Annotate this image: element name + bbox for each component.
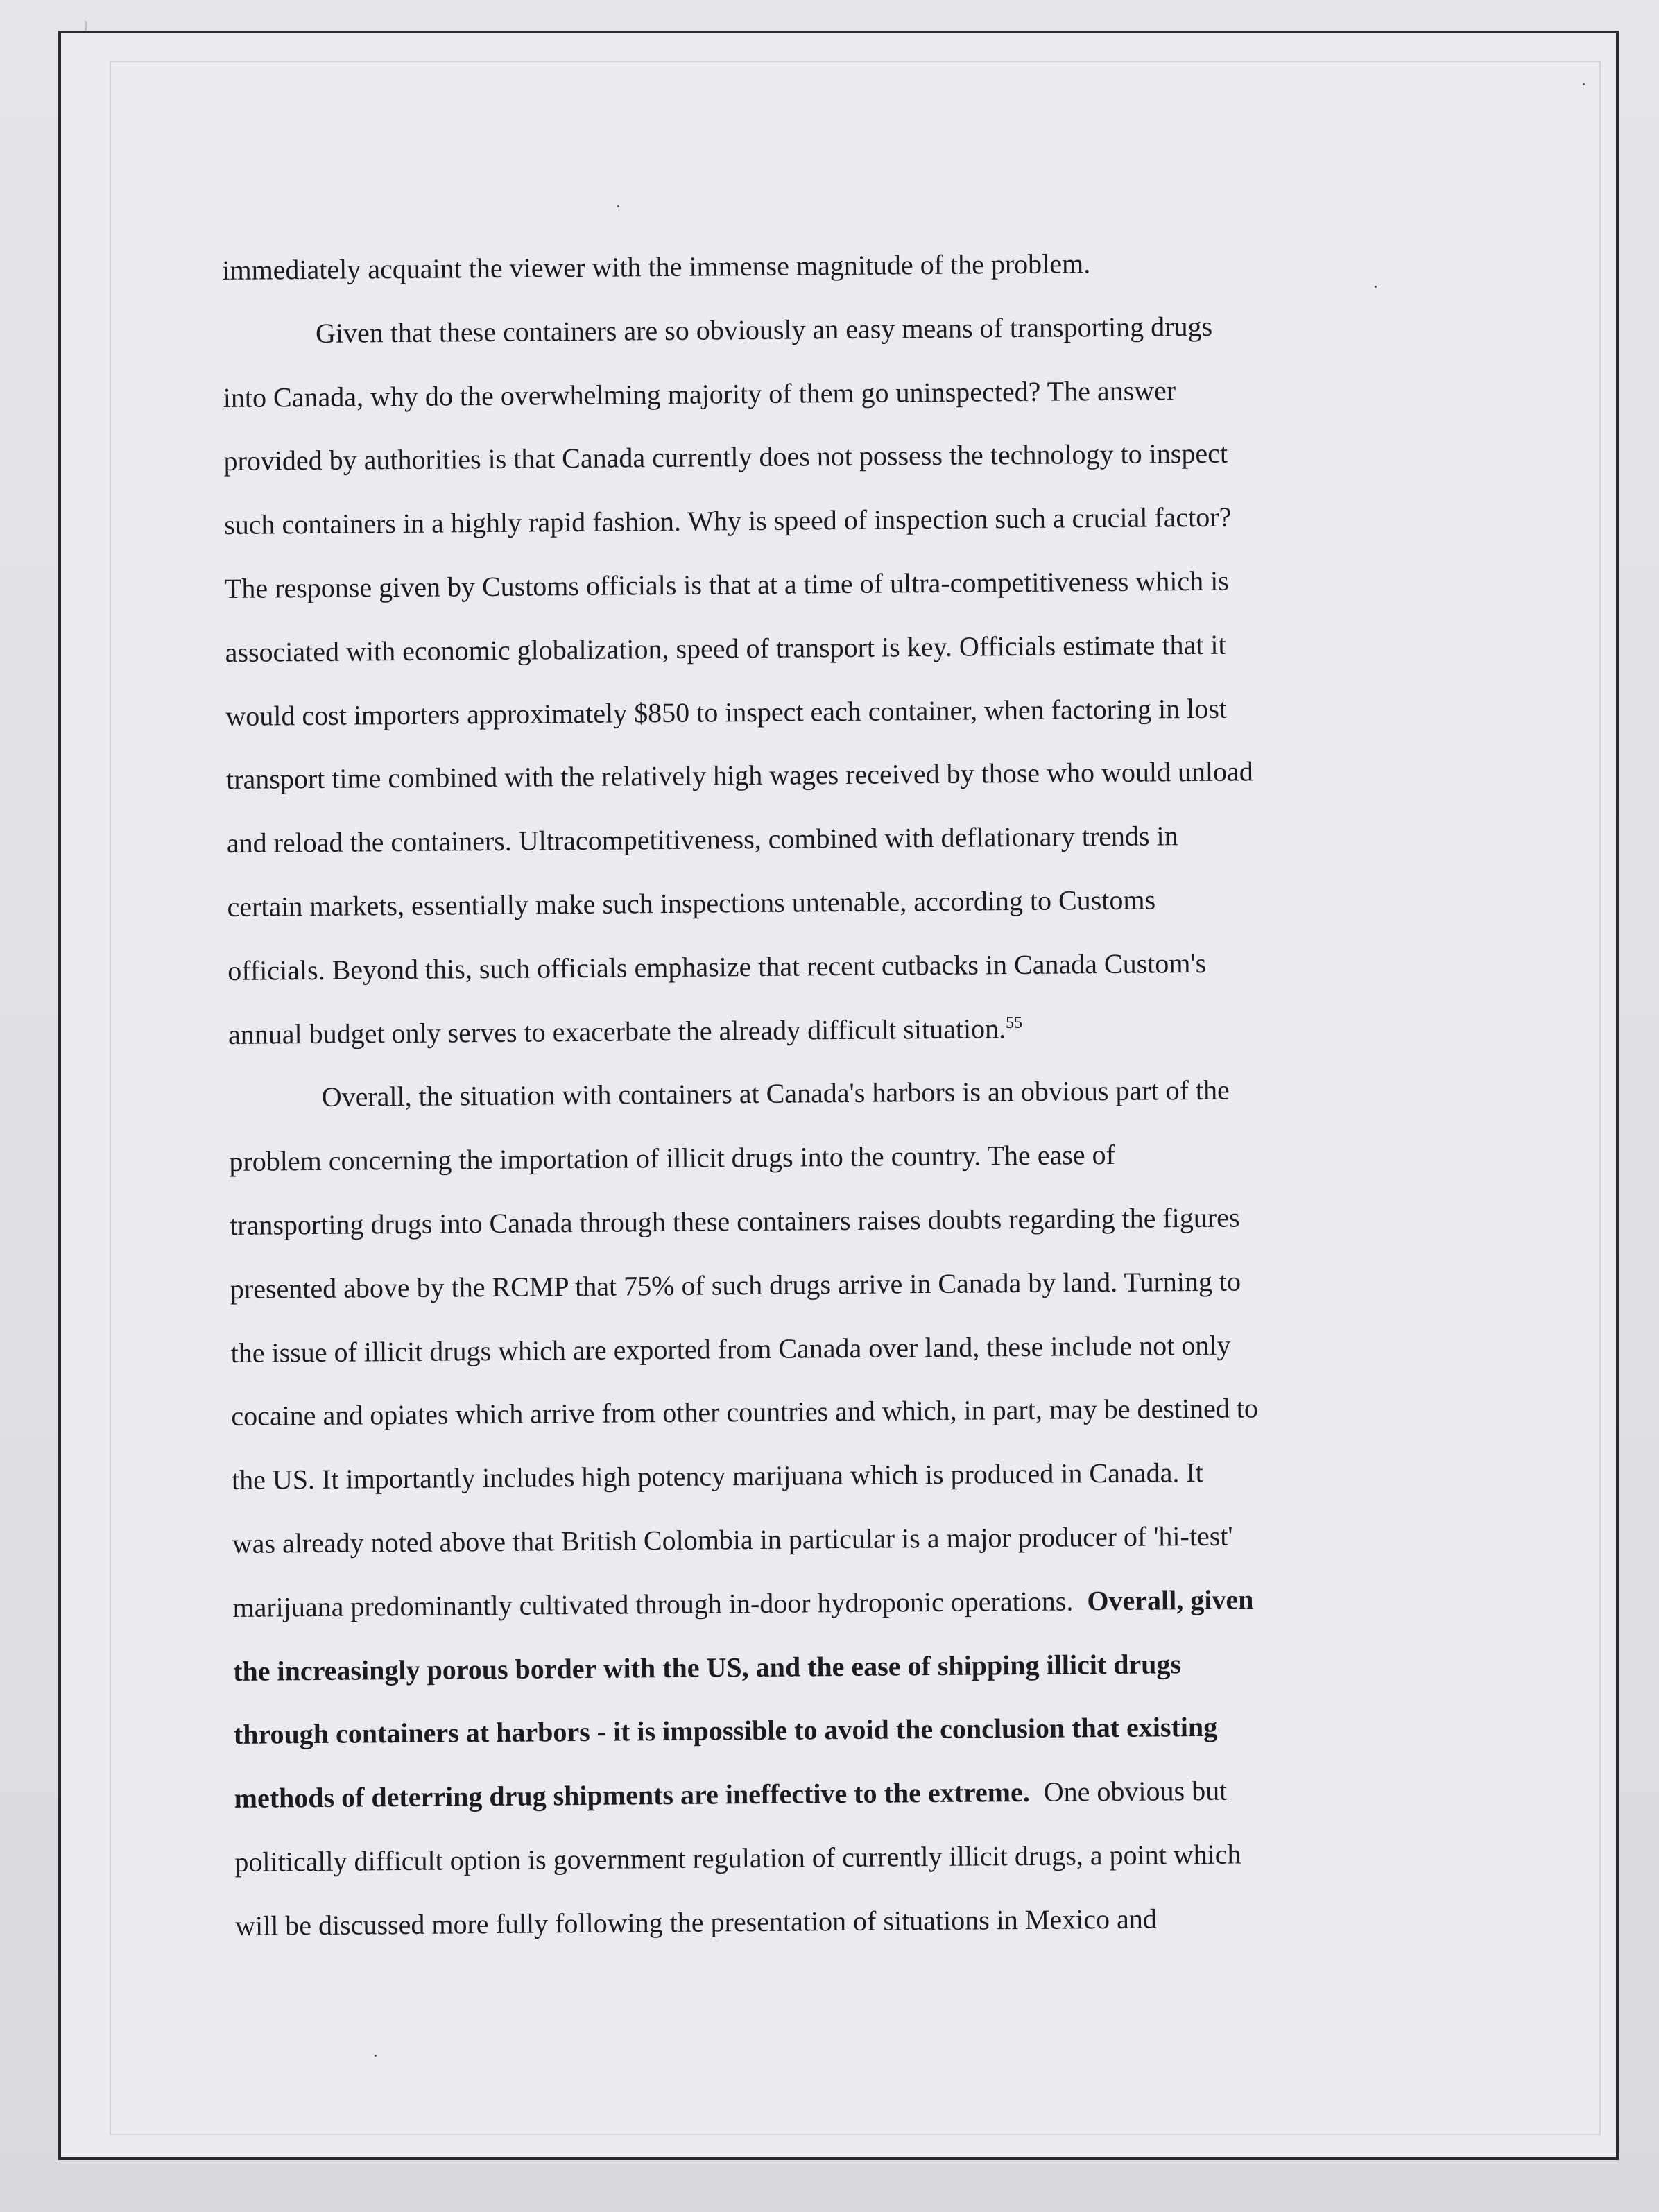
text-line: and reload the containers. Ultracompetitiveness, combined with deflationary trends in bbox=[226, 820, 1178, 859]
text-line: certain markets, essentially make such inspections untenable, according to Customs bbox=[227, 884, 1156, 923]
text-line: the US. It importantly includes high potency marijuana which is produced in Canada. It bbox=[231, 1457, 1203, 1496]
text-line: immediately acquaint the viewer with the immense magnitude of the problem. bbox=[222, 248, 1091, 286]
bold-text-line: the increasingly porous border with the US, and the ease of shipping illicit drugs bbox=[233, 1647, 1182, 1687]
text-line: into Canada, why do the overwhelming majority of them go uninspected? The answer bbox=[223, 374, 1176, 413]
text-line: presented above by the RCMP that 75% of such drugs arrive in Canada by land. Turning to bbox=[230, 1265, 1241, 1305]
text-line: politically difficult option is government regulation of currently illicit drugs, a point which bbox=[234, 1838, 1241, 1878]
text-line bbox=[232, 1566, 1412, 1639]
text-line: cocaine and opiates which arrive from other countries and which, in part, may be destined to bbox=[231, 1392, 1259, 1432]
text-segment: annual budget only serves to exacerbate the already difficult situation. bbox=[227, 1012, 1006, 1050]
text-line: The response given by Customs officials is that at a time of ultra-competitiveness which is bbox=[224, 565, 1229, 604]
text-line: provided by authorities is that Canada currently does not possess the technology to inspect bbox=[223, 438, 1228, 477]
text-line: transport time combined with the relatively high wages received by those who would unload bbox=[225, 755, 1254, 796]
text-line bbox=[234, 1758, 1413, 1831]
scan-speck bbox=[1583, 83, 1585, 85]
bold-text: Overall, given bbox=[1087, 1584, 1254, 1616]
scan-speck bbox=[1375, 286, 1377, 288]
text-line: will be discussed more fully following the presentation of situations in Mexico and bbox=[234, 1903, 1157, 1941]
text-line bbox=[228, 993, 1408, 1066]
footnote-reference: 55 bbox=[1005, 1013, 1023, 1032]
text-line: problem concerning the importation of illicit drugs into the country. The ease of bbox=[229, 1139, 1116, 1178]
text-line: associated with economic globalization, speed of transport is key. Officials estimate that it bbox=[225, 628, 1226, 668]
text-segment: marijuana predominantly cultivated through in-door hydroponic operations. bbox=[232, 1585, 1074, 1623]
text-line: Given that these containers are so obviously an easy means of transporting drugs bbox=[315, 310, 1213, 349]
text-line: transporting drugs into Canada through these containers raises doubts regarding the figures bbox=[229, 1201, 1240, 1241]
bold-text: methods of deterring drug shipments are ineffective to the extreme. bbox=[234, 1776, 1030, 1815]
text-line: officials. Beyond this, such officials emphasize that recent cutbacks in Canada Custom's bbox=[227, 947, 1207, 986]
scan-speck bbox=[375, 2055, 377, 2057]
scan-speck bbox=[617, 205, 619, 207]
text-line: such containers in a highly rapid fashion. Why is speed of inspection such a crucial factor? bbox=[224, 501, 1232, 541]
text-line: was already noted above that British Colombia in particular is a major producer of 'hi-test' bbox=[232, 1520, 1233, 1559]
text-line: the issue of illicit drugs which are exported from Canada over land, these include not only bbox=[230, 1329, 1231, 1369]
bold-text-line: through containers at harbors - it is impossible to avoid the conclusion that existing bbox=[233, 1711, 1218, 1751]
document-body bbox=[222, 230, 1414, 1958]
text-segment: One obvious but bbox=[1043, 1774, 1228, 1808]
text-line: Overall, the situation with containers at Canada's harbors is an obvious part of the bbox=[321, 1074, 1230, 1113]
text-line: would cost importers approximately $850 to inspect each container, when factoring in lost bbox=[225, 692, 1228, 732]
